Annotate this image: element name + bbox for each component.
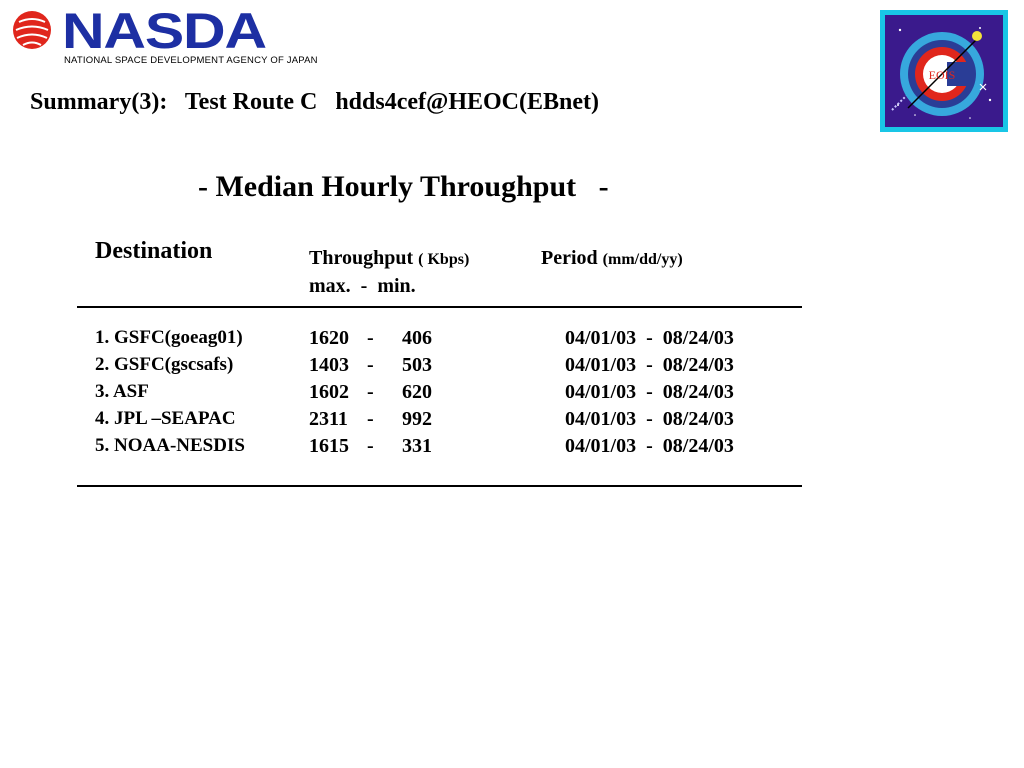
throughput-subheader: max. - min. <box>309 275 416 297</box>
throughput-header-label: Throughput <box>309 247 414 269</box>
throughput-max-cell: 1615 <box>309 435 349 457</box>
throughput-min-cell: 406 <box>402 327 432 349</box>
table-row <box>0 435 1024 462</box>
range-dash: - <box>367 354 374 376</box>
period-header-label: Period <box>541 247 598 269</box>
destination-cell: 3. ASF <box>95 381 149 402</box>
table-top-rule <box>77 306 802 308</box>
throughput-max-cell: 1602 <box>309 381 349 403</box>
table-row <box>0 354 1024 381</box>
nasda-logo-wordmark: NASDA <box>62 3 266 59</box>
nasda-logo-subtitle: NATIONAL SPACE DEVELOPMENT AGENCY OF JAPAN <box>64 55 318 66</box>
throughput-min-cell: 992 <box>402 408 432 430</box>
range-dash: - <box>367 408 374 430</box>
throughput-header <box>309 247 469 270</box>
table-bottom-rule <box>77 485 802 487</box>
range-dash: - <box>367 435 374 457</box>
throughput-max-cell: 1403 <box>309 354 349 376</box>
period-cell: 04/01/03 - 08/24/03 <box>565 435 734 457</box>
throughput-min-cell: 503 <box>402 354 432 376</box>
destination-cell: 2. GSFC(gscsafs) <box>95 354 234 375</box>
period-cell: 04/01/03 - 08/24/03 <box>565 354 734 376</box>
range-dash: - <box>367 327 374 349</box>
destination-cell: 4. JPL –SEAPAC <box>95 408 236 429</box>
throughput-max-cell: 1620 <box>309 327 349 349</box>
throughput-unit: ( Kbps) <box>418 251 470 268</box>
eois-badge-icon <box>880 10 1008 132</box>
destination-cell: 5. NOAA-NESDIS <box>95 435 245 456</box>
table-row <box>0 408 1024 435</box>
throughput-min-cell: 620 <box>402 381 432 403</box>
throughput-max-cell: 2311 <box>309 408 348 430</box>
throughput-min-cell: 331 <box>402 435 432 457</box>
destination-cell: 1. GSFC(goeag01) <box>95 327 243 348</box>
table-row <box>0 381 1024 408</box>
period-cell: 04/01/03 - 08/24/03 <box>565 408 734 430</box>
destination-header: Destination <box>95 238 213 264</box>
page-heading: - Median Hourly Throughput - <box>198 170 609 203</box>
period-header <box>541 247 683 270</box>
period-cell: 04/01/03 - 08/24/03 <box>565 327 734 349</box>
table-row <box>0 327 1024 354</box>
nasda-logo-mark-icon <box>12 10 52 50</box>
period-format: (mm/dd/yy) <box>602 251 683 268</box>
eois-badge-text: EOIS <box>928 68 956 82</box>
range-dash: - <box>367 381 374 403</box>
period-cell: 04/01/03 - 08/24/03 <box>565 381 734 403</box>
summary-title: Summary(3): Test Route C hdds4cef@HEOC(EBnet) <box>30 89 599 115</box>
